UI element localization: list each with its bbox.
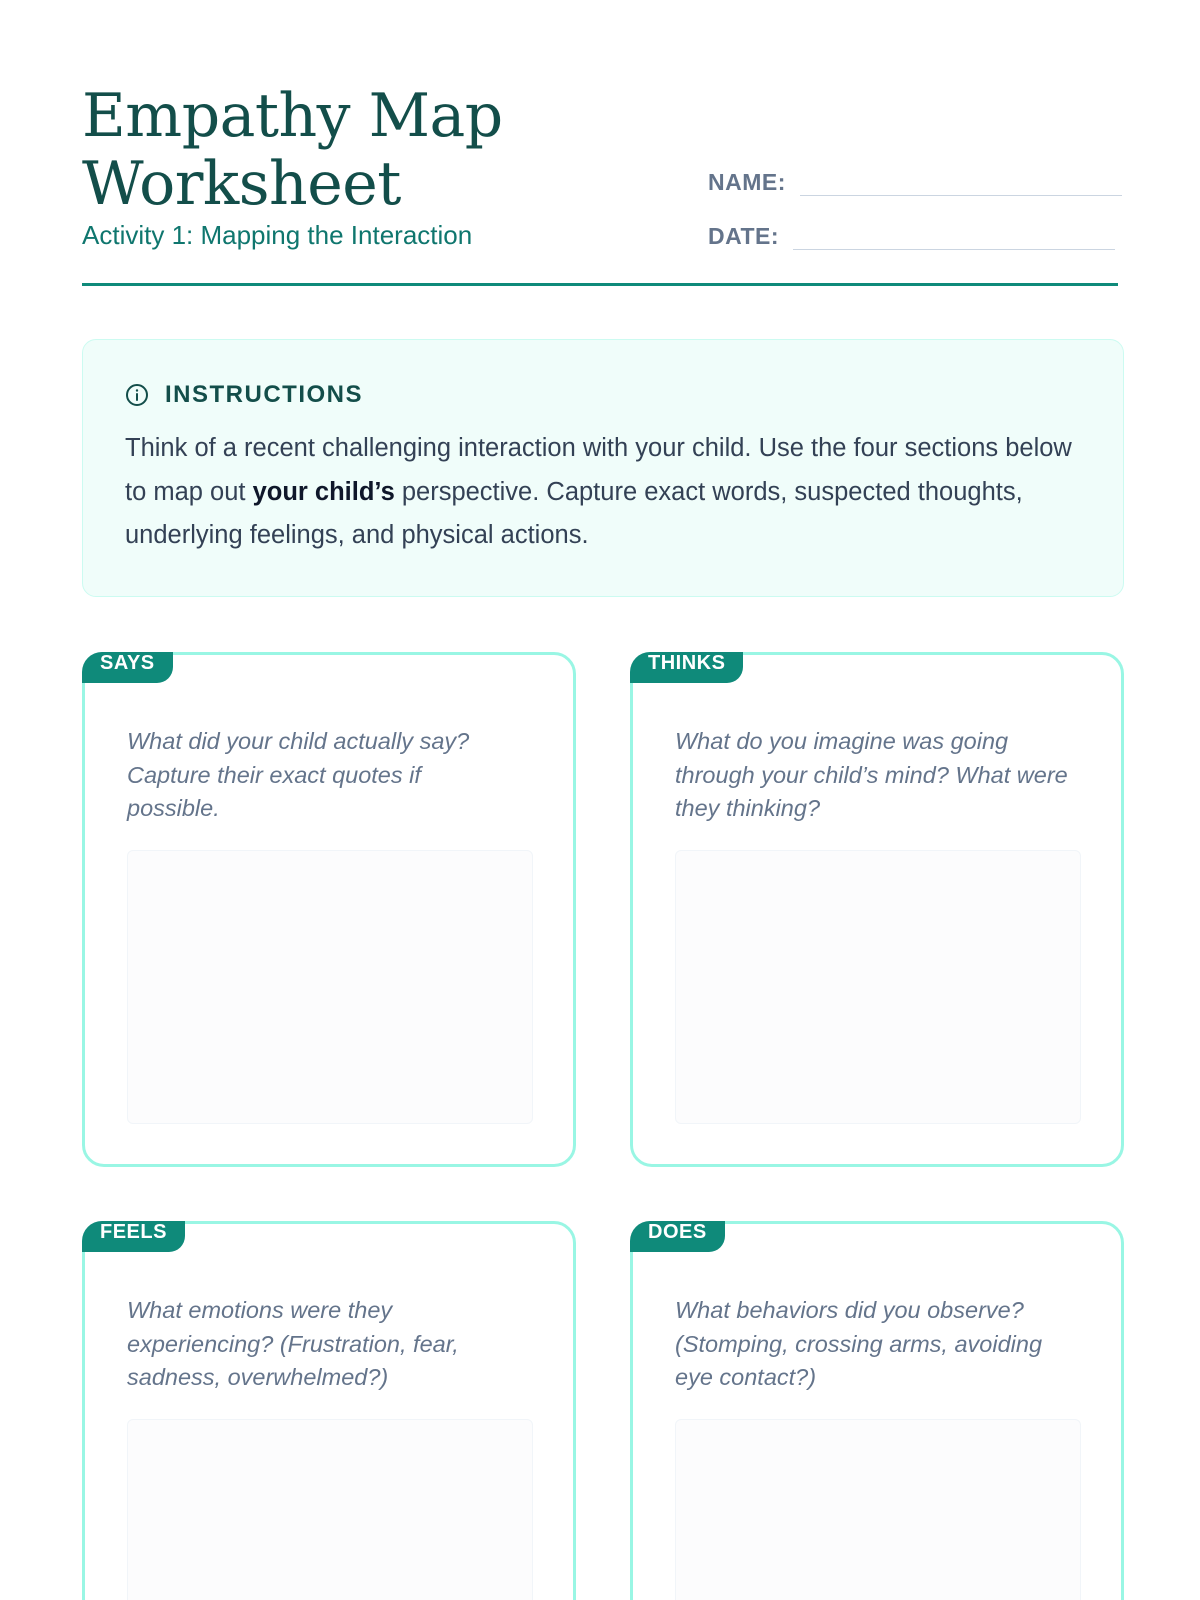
instructions-header bbox=[125, 380, 1083, 410]
feels-tag: FEELS bbox=[82, 1221, 185, 1252]
thinks-writing-area[interactable] bbox=[675, 850, 1081, 1124]
date-label: DATE: bbox=[708, 223, 780, 249]
feels-card bbox=[82, 1221, 576, 1600]
instructions-box bbox=[82, 339, 1124, 597]
instructions-title: INSTRUCTIONS bbox=[165, 381, 363, 408]
thinks-prompt: What do you imagine was going through your child’s mind? What were they thinking? bbox=[675, 728, 1068, 821]
name-field-row bbox=[708, 166, 1122, 196]
instructions-text-bold: your child’s bbox=[252, 477, 395, 506]
instructions-text bbox=[125, 427, 1083, 558]
says-writing-area[interactable] bbox=[127, 850, 533, 1124]
instructions-text-start: Think of a recent challenging interaction with your child. Use the four sections below to map out bbox=[125, 434, 1072, 506]
thinks-card bbox=[630, 652, 1124, 1167]
instructions-text-end: perspective. Capture exact words, suspected thoughts, underlying feelings, and physical actions. bbox=[125, 477, 1023, 549]
says-tag: SAYS bbox=[82, 652, 173, 683]
info-icon bbox=[125, 383, 149, 407]
feels-prompt: What emotions were they experiencing? (Frustration, fear, sadness, overwhelmed?) bbox=[127, 1297, 459, 1390]
page-subtitle: Activity 1: Mapping the Interaction bbox=[82, 220, 473, 250]
date-field-row bbox=[708, 220, 1115, 250]
title-line-2: Worksheet bbox=[82, 149, 401, 219]
says-card bbox=[82, 652, 576, 1167]
name-line[interactable] bbox=[800, 166, 1122, 196]
date-line[interactable] bbox=[793, 220, 1115, 250]
says-prompt: What did your child actually say? Capture their exact quotes if possible. bbox=[127, 728, 470, 821]
does-writing-area[interactable] bbox=[675, 1419, 1081, 1600]
name-label: NAME: bbox=[708, 169, 786, 195]
page-title bbox=[82, 82, 503, 218]
feels-writing-area[interactable] bbox=[127, 1419, 533, 1600]
does-prompt: What behaviors did you observe? (Stomping, crossing arms, avoiding eye contact?) bbox=[675, 1297, 1043, 1390]
thinks-tag: THINKS bbox=[630, 652, 743, 683]
does-card bbox=[630, 1221, 1124, 1600]
does-tag: DOES bbox=[630, 1221, 725, 1252]
title-line-1: Empathy Map bbox=[82, 81, 503, 151]
worksheet-header bbox=[82, 0, 1118, 286]
